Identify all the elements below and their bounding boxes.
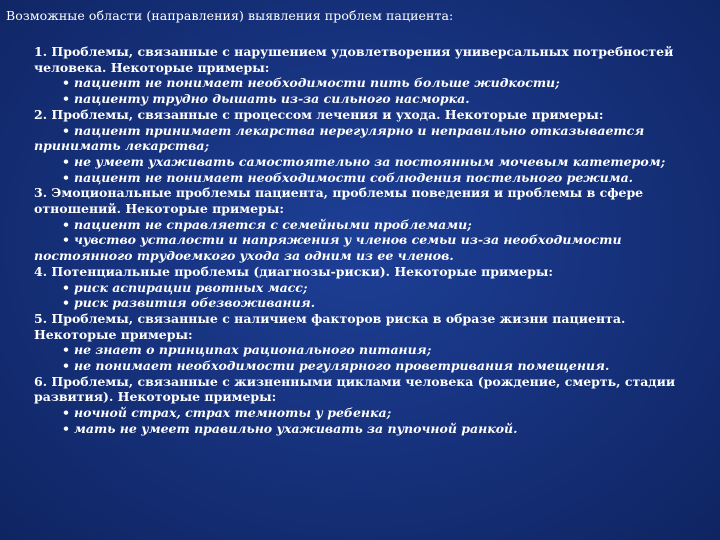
- example-text: не умеет ухаживать самостоятельно за постоянным мочевым катетером;: [74, 153, 666, 169]
- example-text: ночной страх, страх темноты у ребенка;: [74, 405, 392, 421]
- example-item: [34, 342, 704, 358]
- bullet-icon: •: [62, 232, 70, 248]
- example-item: [34, 75, 704, 91]
- section-6: [34, 374, 704, 437]
- section-heading: 5. Проблемы, связанные с наличием факторов риска в образе жизни пациента. Некоторые примеры:: [34, 310, 626, 342]
- example-item: [34, 217, 704, 233]
- bullet-icon: •: [62, 216, 70, 232]
- bullet-icon: •: [62, 122, 70, 138]
- section-1: [34, 44, 704, 107]
- bullet-icon: •: [62, 342, 70, 358]
- bullet-icon: •: [62, 295, 70, 311]
- example-item: [34, 91, 704, 107]
- example-text: риск развития обезвоживания.: [74, 295, 316, 311]
- section-heading: 3. Эмоциональные проблемы пациента, проблемы поведения и проблемы в сфере отношений. Некоторые примеры:: [34, 185, 644, 217]
- example-text: пациент не справляется с семейными проблемами;: [74, 216, 472, 232]
- bullet-icon: •: [62, 91, 70, 107]
- example-item: [34, 170, 704, 186]
- example-item: [34, 232, 704, 263]
- section-heading: 2. Проблемы, связанные с процессом лечения и ухода. Некоторые примеры:: [34, 106, 604, 122]
- section-4: [34, 264, 704, 311]
- section-heading: 4. Потенциальные проблемы (диагнозы-риски). Некоторые примеры:: [34, 263, 553, 279]
- section-heading: 6. Проблемы, связанные с жизненными циклами человека (рождение, смерть, стадии развития). Некоторые примеры:: [34, 373, 676, 405]
- example-text: не понимает необходимости регулярного проветривания помещения.: [74, 358, 610, 374]
- example-text: мать не умеет правильно ухаживать за пупочной ранкой.: [74, 420, 518, 436]
- example-text: пациенту трудно дышать из-за сильного насморка.: [74, 91, 470, 107]
- section-5: [34, 311, 704, 374]
- bullet-icon: •: [62, 75, 70, 91]
- example-item: [34, 295, 704, 311]
- example-text: пациент не понимает необходимости соблюдения постельного режима.: [74, 169, 634, 185]
- example-item: [34, 154, 704, 170]
- example-item: [34, 280, 704, 296]
- section-2: [34, 107, 704, 186]
- slide-content: [34, 44, 704, 437]
- bullet-icon: •: [62, 420, 70, 436]
- example-item: [34, 421, 704, 437]
- example-text: пациент принимает лекарства нерегулярно и неправильно отказывается принимать лекарства;: [34, 122, 645, 154]
- bullet-icon: •: [62, 405, 70, 421]
- example-text: пациент не понимает необходимости пить больше жидкости;: [74, 75, 560, 91]
- bullet-icon: •: [62, 169, 70, 185]
- example-item: [34, 123, 704, 154]
- section-heading: 1. Проблемы, связанные с нарушением удовлетворения универсальных потребностей человека. Некоторые примеры:: [34, 44, 674, 75]
- example-text: риск аспирации рвотных масс;: [74, 279, 308, 295]
- slide-title: Возможные области (направления) выявления проблем пациента:: [6, 8, 454, 23]
- bullet-icon: •: [62, 358, 70, 374]
- example-text: чувство усталости и напряжения у членов семьи из-за необходимости постоянного трудоемкого ухода за одним из ее членов.: [34, 232, 622, 264]
- section-3: [34, 185, 704, 264]
- example-item: [34, 358, 704, 374]
- bullet-icon: •: [62, 153, 70, 169]
- example-item: [34, 405, 704, 421]
- example-text: не знает о принципах рационального питания;: [74, 342, 432, 358]
- bullet-icon: •: [62, 279, 70, 295]
